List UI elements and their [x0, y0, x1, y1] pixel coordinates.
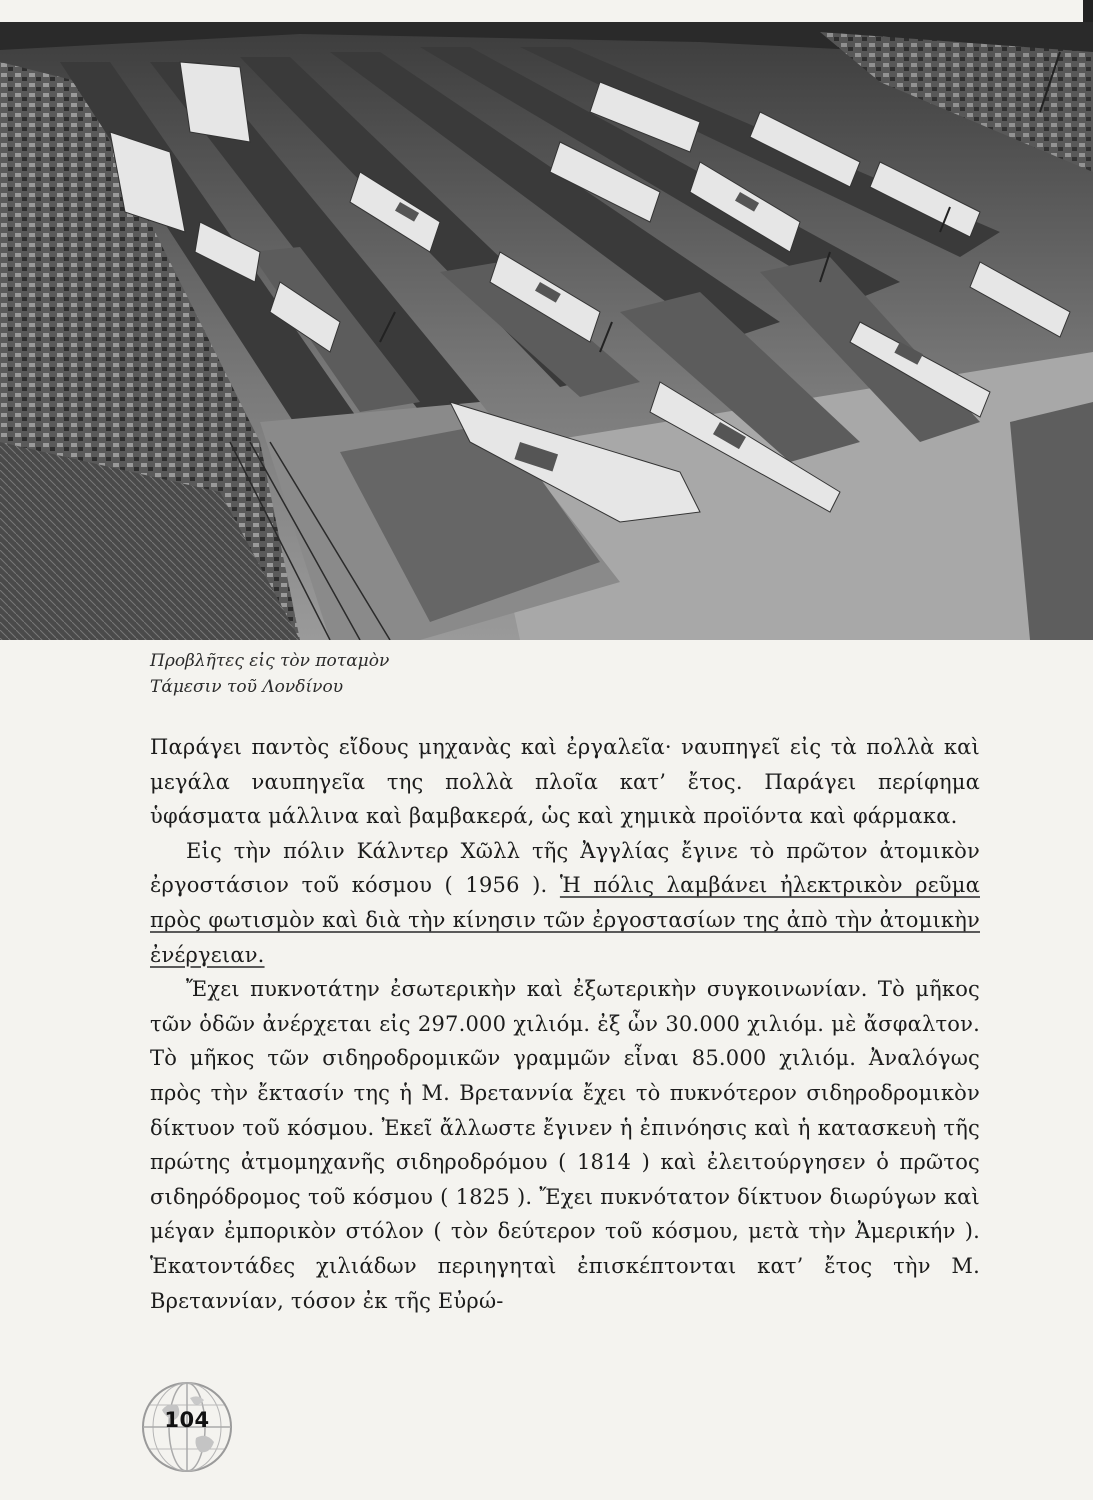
harbour-aerial-photo	[0, 22, 1093, 640]
body-text	[150, 730, 980, 1318]
paragraph-2	[150, 834, 980, 972]
caption-line-1: Προβλῆτες εἰς τὸν ποταμὸν	[150, 651, 390, 671]
paragraph-1: Παράγει παντὸς εἴδους μηχανὰς καὶ ἐργαλεῖα· ναυπηγεῖ εἰς τὰ πολλὰ καὶ μεγάλα ναυπηγεῖα της πολλὰ πλοῖα κατ’ ἔτος. Παράγει περίφημα ὑφάσματα μάλλινα καὶ βαμβακερά, ὡς καὶ χημικὰ προϊόντα καὶ φάρμακα.	[150, 735, 980, 829]
paragraph-2-highlight: Ἡ πόλις λαμβάνει ἠλεκτρικὸν ρεῦμα πρὸς φωτισμὸν καὶ διὰ τὴν κίνησιν τῶν ἐργοστασίων της ἀπὸ τὴν ἀτομικὴν ἐνέργειαν.	[150, 873, 980, 967]
paragraph-2-text: Εἰς τὴν πόλιν Κάλντερ Χῶλλ τῆς Ἀγγλίας ἔγινε τὸ πρῶτον ἀτομικὸν ἐργοστάσιον τοῦ κόσμου ( 1956 ).	[150, 838, 980, 898]
page-number: 104	[164, 1408, 210, 1432]
scan-edge-mark	[1083, 0, 1093, 22]
photo-caption	[150, 648, 389, 700]
caption-line-2: Τάμεσιν τοῦ Λονδίνου	[150, 677, 344, 697]
paragraph-3: Ἔχει πυκνοτάτην ἐσωτερικὴν καὶ ἐξωτερικὴν συγκοινωνίαν. Τὸ μῆκος τῶν ὁδῶν ἀνέρχεται εἰς 297.000 χιλιόμ. ἐξ ὧν 30.000 χιλιόμ. μὲ ἄσφαλτον. Τὸ μῆκος τῶν σιδηροδρομικῶν γραμμῶν εἶναι 85.000 χιλιόμ. Ἀναλόγως πρὸς τὴν ἔκτασίν της ἡ Μ. Βρεταννία ἔχει τὸ πυκνότερον σιδηροδρομικὸν δίκτυον τοῦ κόσμου. Ἐκεῖ ἄλλωστε ἔγινεν ἡ ἐπινόησις καὶ ἡ κατασκευὴ τῆς πρώτης ἀτμομηχανῆς σιδηροδρόμου ( 1814 ) καὶ ἐλειτούργησεν ὁ πρῶτος σιδηρόδρομος τοῦ κόσμου ( 1825 ). Ἔχει πυκνότατον δίκτυον διωρύγων καὶ μέγαν ἐμπορικὸν στόλον ( τὸν δεύτερον τοῦ κόσμου, μετὰ τὴν Ἀμερικήν ). Ἑκατοντάδες χιλιάδων περιηγηταὶ ἐπισκέπτονται κατ’ ἔτος τὴν Μ. Βρεταννίαν, τόσον ἐκ τῆς Εὐρώ-	[150, 977, 980, 1313]
